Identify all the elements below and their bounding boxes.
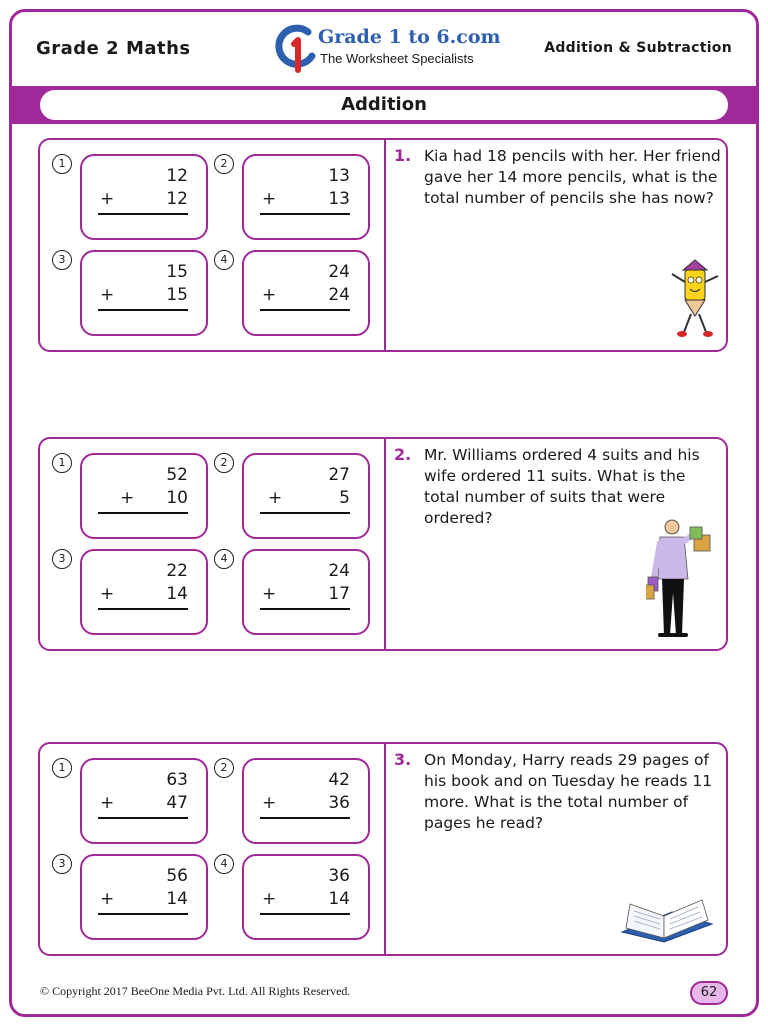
answer-line — [260, 309, 350, 311]
problem-number: 2 — [214, 154, 234, 174]
addend-bottom: 10 — [166, 488, 188, 508]
addend-top: 15 — [166, 262, 188, 282]
addend-bottom: 14 — [166, 584, 188, 604]
word-problem-text: On Monday, Harry reads 29 pages of his book and on Tuesday he reads 11 more. What is the total number of pages he read? — [424, 751, 713, 832]
addend-bottom: 24 — [328, 285, 350, 305]
plus-sign: + — [100, 889, 115, 909]
plus-sign: + — [262, 285, 277, 305]
addend-bottom: 17 — [328, 584, 350, 604]
answer-line — [260, 913, 350, 915]
logo-tagline: The Worksheet Specialists — [320, 51, 474, 66]
answer-line — [98, 817, 188, 819]
word-problem-text: Kia had 18 pencils with her. Her friend gave her 14 more pencils, what is the total number of pencils she has now? — [424, 147, 721, 207]
addend-bottom: 12 — [166, 189, 188, 209]
answer-line — [98, 512, 188, 514]
logo-name: Grade 1 to 6.com — [318, 26, 501, 48]
addition-problem-2 — [242, 758, 370, 844]
answer-line — [260, 608, 350, 610]
grade-label: Grade 2 Maths — [36, 38, 191, 59]
section-divider — [384, 439, 386, 649]
addition-problem-4 — [242, 250, 370, 336]
problem-number: 3 — [52, 854, 72, 874]
plus-sign: + — [262, 189, 277, 209]
addition-problem-2 — [242, 453, 370, 539]
addend-bottom: 47 — [166, 793, 188, 813]
addend-top: 12 — [166, 166, 188, 186]
topic-label: Addition & Subtraction — [544, 40, 732, 56]
answer-line — [260, 512, 350, 514]
question-number: 2. — [394, 445, 412, 464]
page-title: Addition — [40, 90, 728, 120]
open-book-icon — [618, 892, 716, 946]
addend-top: 56 — [166, 866, 188, 886]
plus-sign: + — [262, 889, 277, 909]
addend-top: 24 — [328, 561, 350, 581]
addition-problem-1 — [80, 154, 208, 240]
addend-top: 13 — [328, 166, 350, 186]
problem-number: 1 — [52, 453, 72, 473]
addend-top: 36 — [328, 866, 350, 886]
addend-bottom: 13 — [328, 189, 350, 209]
problem-number: 2 — [214, 453, 234, 473]
site-logo — [272, 24, 502, 76]
addend-bottom: 36 — [328, 793, 350, 813]
addend-top: 63 — [166, 770, 188, 790]
answer-line — [98, 913, 188, 915]
addend-bottom: 15 — [166, 285, 188, 305]
plus-sign: + — [120, 488, 135, 508]
grade-logo-icon — [272, 24, 318, 76]
plus-sign: + — [268, 488, 283, 508]
answer-line — [260, 817, 350, 819]
problem-number: 2 — [214, 758, 234, 778]
exercise-section-3 — [38, 742, 728, 956]
answer-line — [98, 309, 188, 311]
question-number: 3. — [394, 750, 412, 769]
plus-sign: + — [100, 584, 115, 604]
addend-top: 52 — [166, 465, 188, 485]
section-divider — [384, 744, 386, 954]
answer-line — [98, 213, 188, 215]
answer-line — [260, 213, 350, 215]
problem-number: 3 — [52, 250, 72, 270]
addition-problem-2 — [242, 154, 370, 240]
problem-number: 1 — [52, 758, 72, 778]
copyright-notice: © Copyright 2017 BeeOne Media Pvt. Ltd. All Rights Reserved. — [40, 984, 351, 998]
addend-bottom: 14 — [166, 889, 188, 909]
addition-problem-3 — [80, 549, 208, 635]
plus-sign: + — [100, 793, 115, 813]
problem-number: 3 — [52, 549, 72, 569]
problem-number: 4 — [214, 250, 234, 270]
addition-problem-1 — [80, 758, 208, 844]
plus-sign: + — [262, 793, 277, 813]
addend-bottom: 14 — [328, 889, 350, 909]
plus-sign: + — [262, 584, 277, 604]
question-number: 1. — [394, 146, 412, 165]
exercise-section-1 — [38, 138, 728, 352]
addend-top: 22 — [166, 561, 188, 581]
addend-top: 24 — [328, 262, 350, 282]
addition-problem-3 — [80, 854, 208, 940]
problem-number: 4 — [214, 854, 234, 874]
pencil-character-icon — [666, 258, 724, 342]
plus-sign: + — [100, 285, 115, 305]
addend-top: 42 — [328, 770, 350, 790]
problem-number: 4 — [214, 549, 234, 569]
addition-problem-4 — [242, 549, 370, 635]
exercise-section-2 — [38, 437, 728, 651]
word-problem-text: Mr. Williams ordered 4 suits and his wife ordered 11 suits. What is the total number of suits that were ordered? — [424, 446, 700, 527]
problem-number: 1 — [52, 154, 72, 174]
addend-bottom: 5 — [339, 488, 350, 508]
answer-line — [98, 608, 188, 610]
addition-problem-1 — [80, 453, 208, 539]
plus-sign: + — [100, 189, 115, 209]
section-divider — [384, 140, 386, 350]
shopper-man-icon — [646, 517, 716, 641]
addition-problem-3 — [80, 250, 208, 336]
addition-problem-4 — [242, 854, 370, 940]
page-number-badge: 62 — [690, 981, 728, 1005]
addend-top: 27 — [328, 465, 350, 485]
